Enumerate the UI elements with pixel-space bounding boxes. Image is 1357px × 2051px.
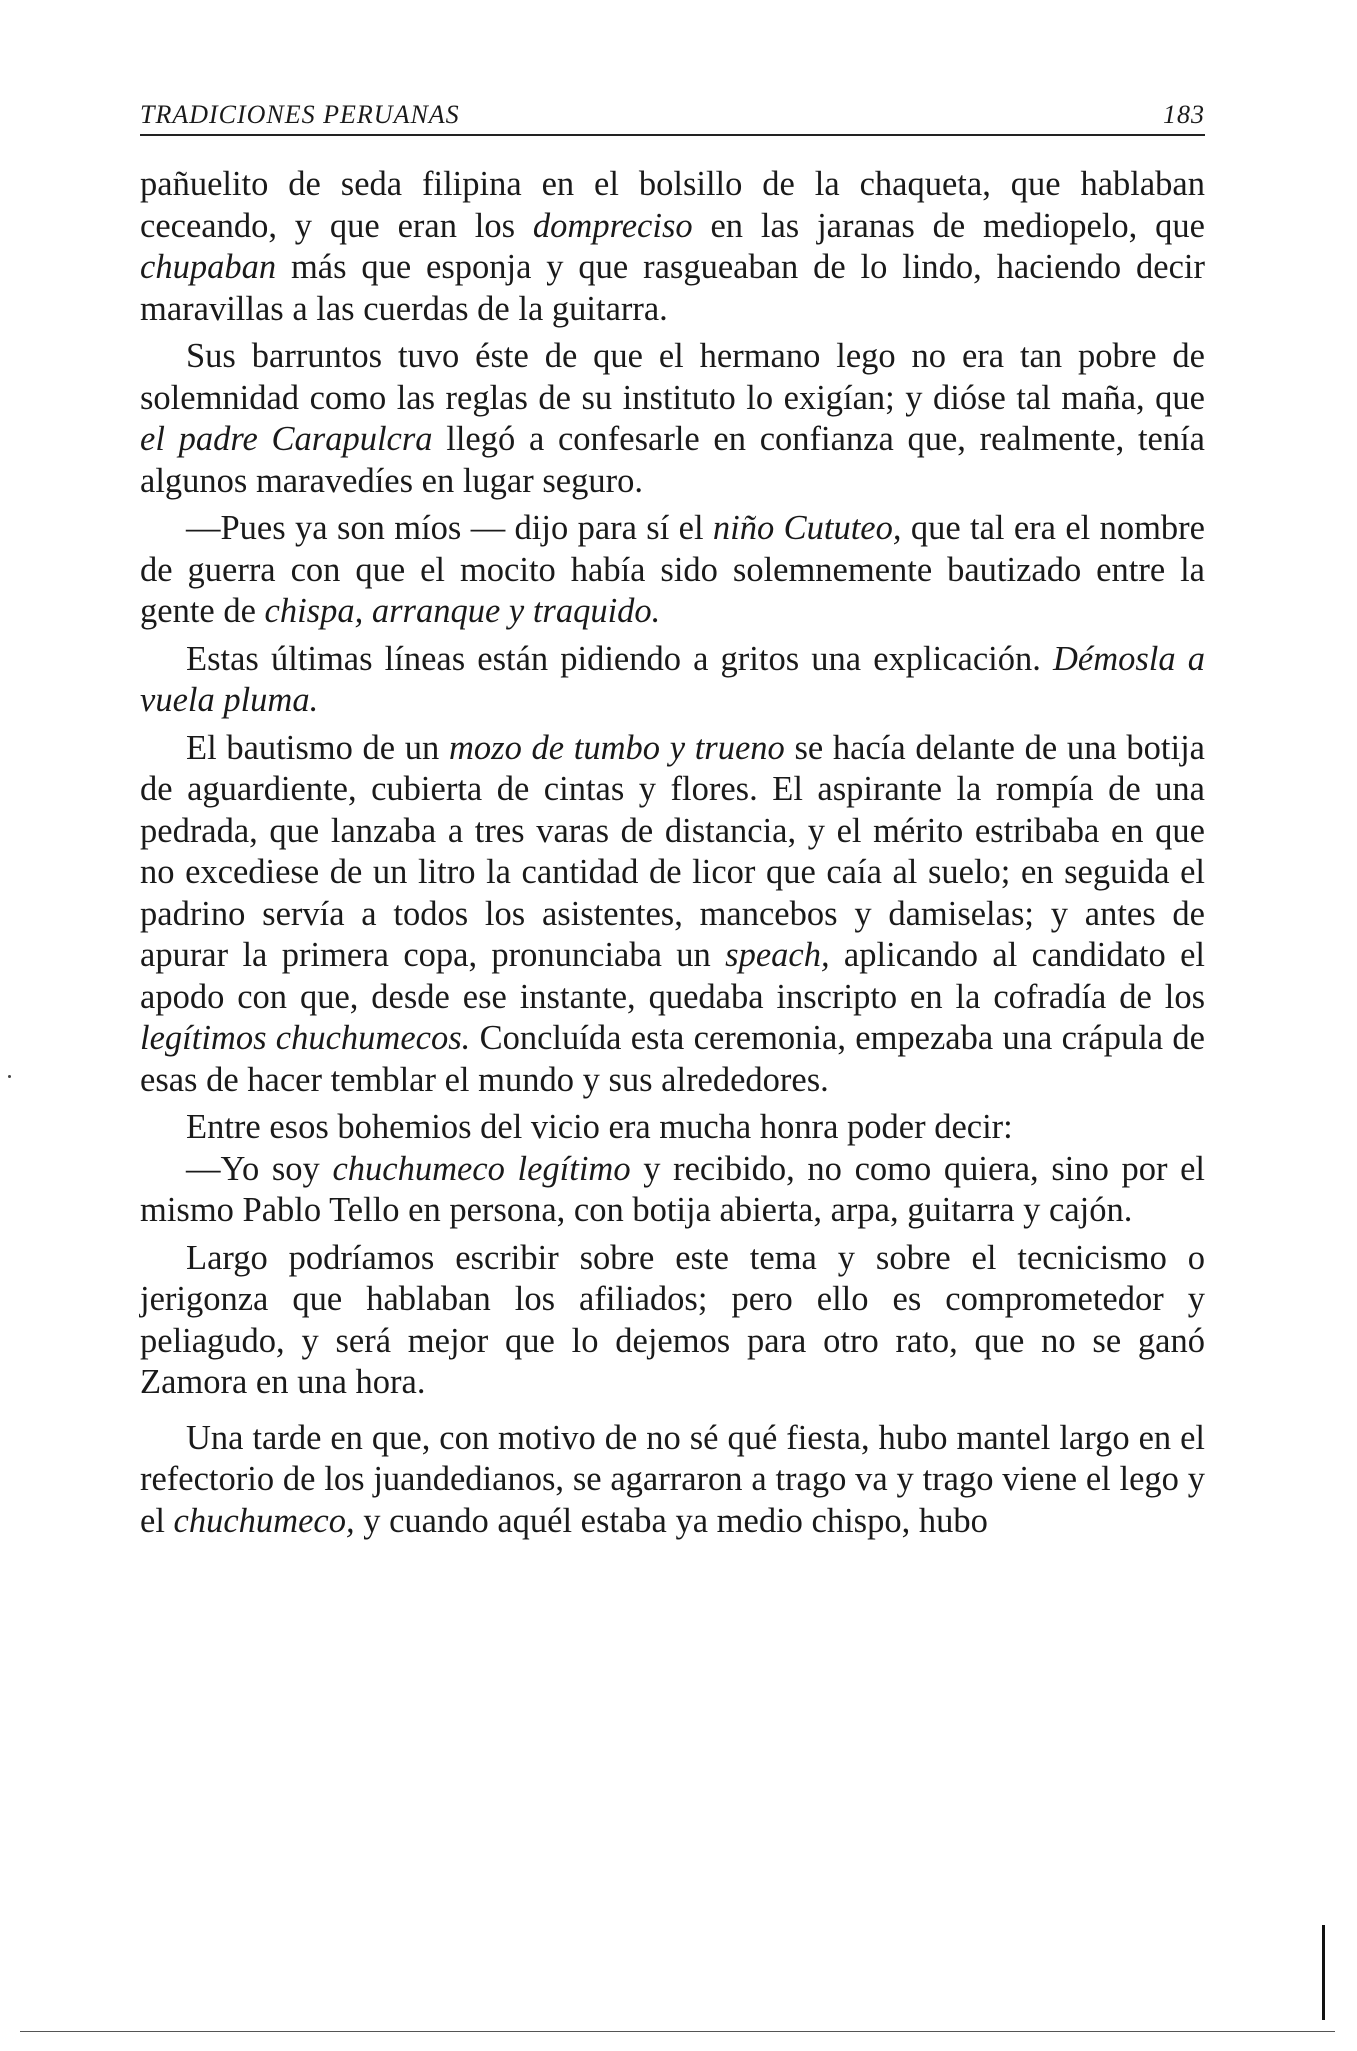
text-run: llegó a confesarle en confianza que, realmente, tenía algunos maravedíes en lugar seguro. (140, 420, 1205, 500)
paragraph (140, 1149, 1205, 1232)
italic-run: chupaban (140, 248, 277, 286)
paragraph (140, 1107, 1205, 1149)
text-run: El bautismo de un (186, 728, 449, 767)
text-run: Entre esos bohemios del vicio era mucha honra poder decir: (186, 1108, 1013, 1146)
paragraph (140, 508, 1205, 633)
italic-run: speach, (725, 936, 830, 974)
text-run: aplicando al candidato el apodo con que, desde ese instante, quedaba inscripto en la cofradía de los (140, 936, 1205, 1016)
italic-run: chispa, arranque y traquido. (264, 592, 661, 630)
text-run: en las jaranas de mediopelo, que (692, 206, 1205, 245)
scan-speck (8, 1075, 11, 1078)
text-run: Una tarde en que, con motivo de no sé qué fiesta, hubo mantel largo en el refectorio de los juandedianos, se agarraron a trago va y trago viene el lego y el (140, 1418, 1205, 1540)
text-run: pañuelito de seda filipina en el bolsillo de la chaqueta, que hablaban ceceando, y que eran los (140, 165, 1205, 245)
book-page (140, 100, 1205, 1548)
paragraph (140, 164, 1205, 330)
paragraph (140, 728, 1205, 1102)
text-run: —Yo soy (186, 1149, 333, 1188)
text-run: —Pues ya son míos — dijo para sí el (186, 509, 713, 547)
running-head (140, 100, 1205, 136)
running-head-title: TRADICIONES PERUANAS (140, 100, 460, 129)
text-run: Largo podríamos escribir sobre este tema y sobre el tecnicismo o jerigonza que hablaban los afiliados; pero ello es comprometedor y peliagudo, y será mejor que lo dejemos para otro rato, que no se ganó Zamora en una hora. (140, 1238, 1205, 1401)
italic-run: chuchumeco, (173, 1501, 355, 1540)
bottom-rule (20, 2031, 1335, 2032)
italic-run: dompreciso (532, 206, 693, 245)
italic-run: el padre Carapulcra (140, 420, 433, 458)
italic-run: niño Cututeo, (712, 509, 902, 547)
italic-run: Démosla a vuela pluma. (140, 639, 1205, 719)
body-text (140, 164, 1205, 1542)
paragraph (140, 336, 1205, 502)
text-run: Sus barruntos tuvo éste de que el hermano lego no era tan pobre de solemnidad como las reglas de su instituto lo exigían; y dióse tal maña, que (140, 337, 1205, 417)
text-run: Concluída esta ceremonia, empezaba una crápula de esas de hacer temblar el mundo y sus alrededores. (140, 1019, 1205, 1099)
page-number: 183 (1163, 100, 1205, 129)
paragraph (140, 1418, 1205, 1543)
text-run: Estas últimas líneas están pidiendo a gritos una explicación. (186, 639, 1053, 678)
text-run: se hacía delante de una botija de aguardiente, cubierta de cintas y flores. El aspirante la rompía de una pedrada, que lanzaba a tres varas de distancia, y el mérito estribaba en que no excediese de un litro la cantidad de licor que caía al suelo; en seguida el padrino servía a todos los asistentes, mancebos y damiselas; y antes de apurar la primera copa, pronunciaba un (140, 728, 1205, 974)
italic-run: chuchumeco legítimo (332, 1149, 631, 1188)
paragraph (140, 639, 1205, 722)
italic-run: mozo de tumbo y trueno (448, 728, 785, 767)
margin-mark (1322, 1925, 1325, 2020)
text-run: y cuando aquél estaba ya medio chispo, hubo (354, 1501, 988, 1540)
text-run: más que esponja y que rasgueaban de lo lindo, haciendo decir maravillas a las cuerdas de la guitarra. (140, 248, 1205, 328)
paragraph (140, 1238, 1205, 1404)
text-run: que tal era el nombre de guerra con que el mocito había sido solemnemente bautizado entre la gente de (140, 509, 1205, 630)
italic-run: legítimos chuchumecos. (140, 1019, 471, 1057)
text-run: y recibido, no como quiera, sino por el mismo Pablo Tello en persona, con botija abierta, arpa, guitarra y cajón. (140, 1149, 1206, 1229)
